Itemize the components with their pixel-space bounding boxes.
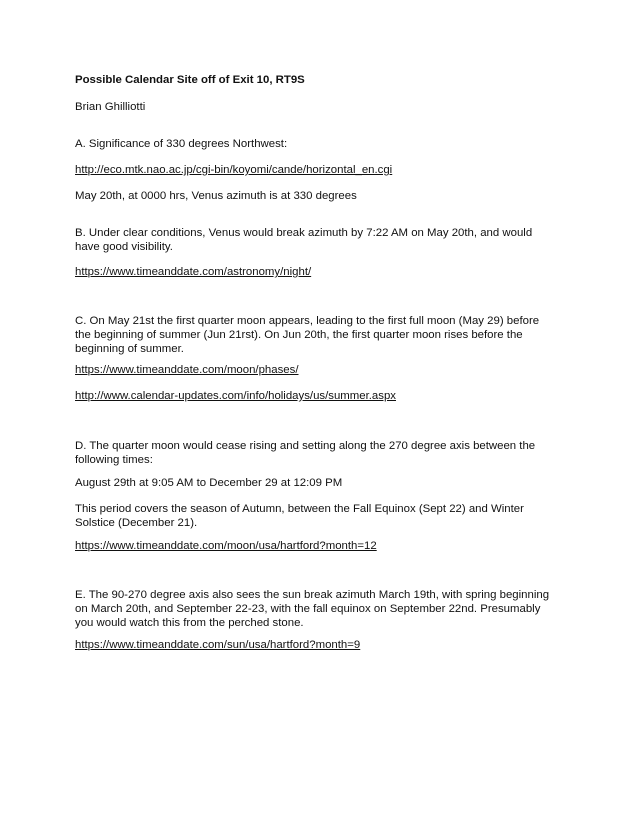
section-d-times: August 29th at 9:05 AM to December 29 at 12:09 PM (75, 477, 343, 489)
section-b-text: B. Under clear conditions, Venus would break azimuth by 7:22 AM on May 20th, and would have good visibility. (75, 227, 533, 253)
section-e-link[interactable]: https://www.timeanddate.com/sun/usa/hartford?month=9 (75, 639, 361, 651)
document-title: Possible Calendar Site off of Exit 10, RT9S (75, 74, 305, 86)
section-d-text: D. The quarter moon would cease rising and setting along the 270 degree axis between the following times: (75, 440, 536, 466)
section-c-link-moon-phases[interactable]: https://www.timeanddate.com/moon/phases/ (75, 364, 299, 376)
section-a-link[interactable]: http://eco.mtk.nao.ac.jp/cgi-bin/koyomi/cande/horizontal_en.cgi (75, 164, 393, 176)
section-b-link[interactable]: https://www.timeanddate.com/astronomy/night/ (75, 266, 312, 278)
section-a-heading: A. Significance of 330 degrees Northwest: (75, 138, 288, 150)
section-e-text: E. The 90-270 degree axis also sees the sun break azimuth March 19th, with spring beginning on March 20th, and September 22-23, with the fall equinox on September 22nd. Presumably you would watch this from the perched stone. (75, 589, 550, 629)
section-c-link-summer[interactable]: http://www.calendar-updates.com/info/holidays/us/summer.aspx (75, 390, 396, 402)
section-d-period: This period covers the season of Autumn, between the Fall Equinox (Sept 22) and Winter Solstice (December 21). (75, 503, 524, 529)
author-name: Brian Ghilliotti (75, 101, 146, 113)
section-a-note: May 20th, at 0000 hrs, Venus azimuth is at 330 degrees (75, 190, 357, 202)
section-c-text: C. On May 21st the first quarter moon appears, leading to the first full moon (May 29) before the beginning of summer (Jun 21rst). On Jun 20th, the first quarter moon rises before the beginning of summer. (75, 315, 540, 355)
section-d-link[interactable]: https://www.timeanddate.com/moon/usa/hartford?month=12 (75, 540, 377, 552)
